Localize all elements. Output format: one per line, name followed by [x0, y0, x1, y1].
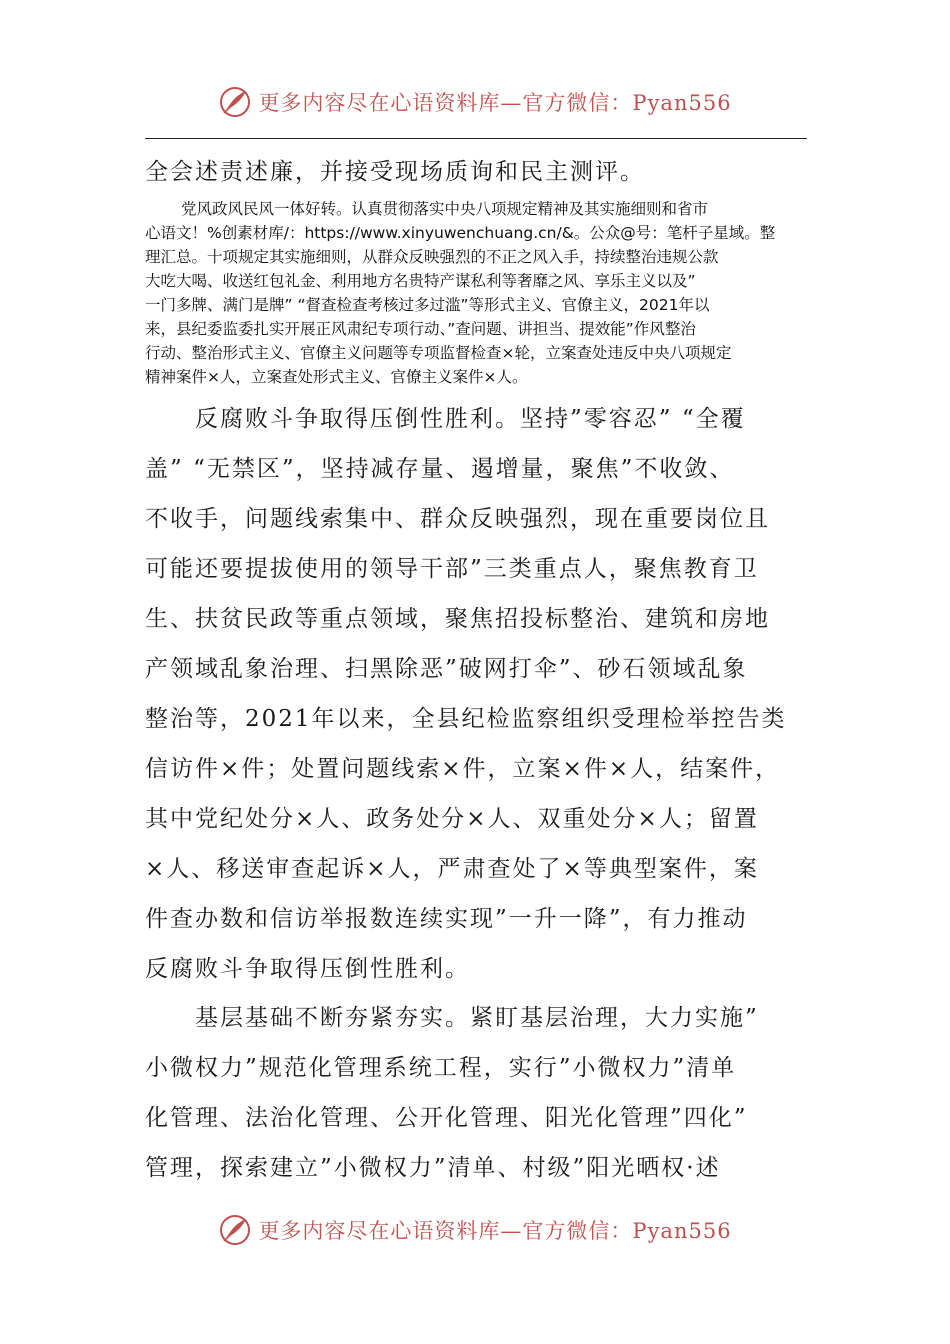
- paragraph-line: 反腐败斗争取得压倒性胜利。坚持”零容忍” “全覆: [145, 406, 746, 432]
- note-line: 来，县纪委监委扎实开展正风肃纪专项行动、”查问题、讲担当、提效能”作风整治: [145, 320, 696, 338]
- header-banner: [0, 80, 950, 124]
- paragraph-anticorruption: [145, 394, 810, 994]
- paragraph-line: 化管理、法治化管理、公开化管理、阳光化管理”四化”: [145, 1105, 748, 1131]
- feather-pen-logo-icon: [218, 85, 252, 119]
- paragraph-line: 小微权力”规范化管理系统工程，实行”小微权力”清单: [145, 1055, 737, 1081]
- paragraph-line: 件查办数和信访举报数连续实现”一升一降”，有力推动: [145, 906, 748, 932]
- footer-banner: [0, 1208, 950, 1252]
- note-line: 精神案件×人，立案查处形式主义、官僚主义案件×人。: [145, 368, 528, 386]
- feather-pen-logo-icon: [218, 1213, 252, 1247]
- note-line: 理汇总。十项规定其实施细则，从群众反映强烈的不正之风入手，持续整治违规公款: [145, 248, 719, 266]
- note-line: 党风政风民风一体好转。认真贯彻落实中央八项规定精神及其实施细则和省市: [181, 200, 709, 218]
- paragraph-line: 信访件×件；处置问题线索×件，立案×件×人，结案件，: [145, 756, 781, 782]
- header-divider: [145, 138, 807, 139]
- header-banner-text: 更多内容尽在心语资料库—官方微信：Pyan556: [258, 91, 732, 115]
- footer-banner-text: 更多内容尽在心语资料库—官方微信：Pyan556: [258, 1219, 732, 1243]
- inserted-note: [145, 197, 810, 389]
- document-first-line: 全会述责述廉，并接受现场质询和民主测评。: [145, 159, 645, 185]
- note-line: 心语文！%创素材库/：https://www.xinyuwenchuang.cn/&。公众@号：笔杆子星域。整: [145, 224, 776, 242]
- paragraph-line: 管理，探索建立”小微权力”清单、村级”阳光晒权·述: [145, 1155, 721, 1181]
- paragraph-line: 盖” “无禁区”，坚持减存量、遏增量，聚焦”不收敛、: [145, 456, 735, 482]
- paragraph-line: 整治等，2021年以来，全县纪检监察组织受理检举控告类: [145, 706, 787, 732]
- paragraph-line: ×人、移送审查起诉×人，严肃查处了×等典型案件，案: [145, 856, 759, 882]
- note-line: 大吃大喝、收送红包礼金、利用地方名贵特产谋私利等奢靡之风、享乐主义以及”: [145, 272, 696, 290]
- paragraph-line: 反腐败斗争取得压倒性胜利。: [145, 956, 470, 982]
- note-line: 行动、整治形式主义、官僚主义问题等专项监督检查×轮，立案查处违反中央八项规定: [145, 344, 732, 362]
- note-line: 一门多牌、满门是牌” “督查检查考核过多过滥”等形式主义、官僚主义，2021年以: [145, 296, 710, 314]
- paragraph-line: 生、扶贫民政等重点领域，聚焦招投标整治、建筑和房地: [145, 606, 770, 632]
- paragraph-line: 可能还要提拔使用的领导干部”三类重点人，聚焦教育卫: [145, 556, 759, 582]
- paragraph-grassroots: [145, 993, 810, 1193]
- paragraph-line: 产领域乱象治理、扫黑除恶”破网打伞”、砂石领域乱象: [145, 656, 748, 682]
- paragraph-line: 不收手，问题线索集中、群众反映强烈，现在重要岗位且: [145, 506, 770, 532]
- paragraph-line: 基层基础不断夯紧夯实。紧盯基层治理，大力实施”: [145, 1005, 759, 1031]
- paragraph-line: 其中党纪处分×人、政务处分×人、双重处分×人；留置: [145, 806, 759, 832]
